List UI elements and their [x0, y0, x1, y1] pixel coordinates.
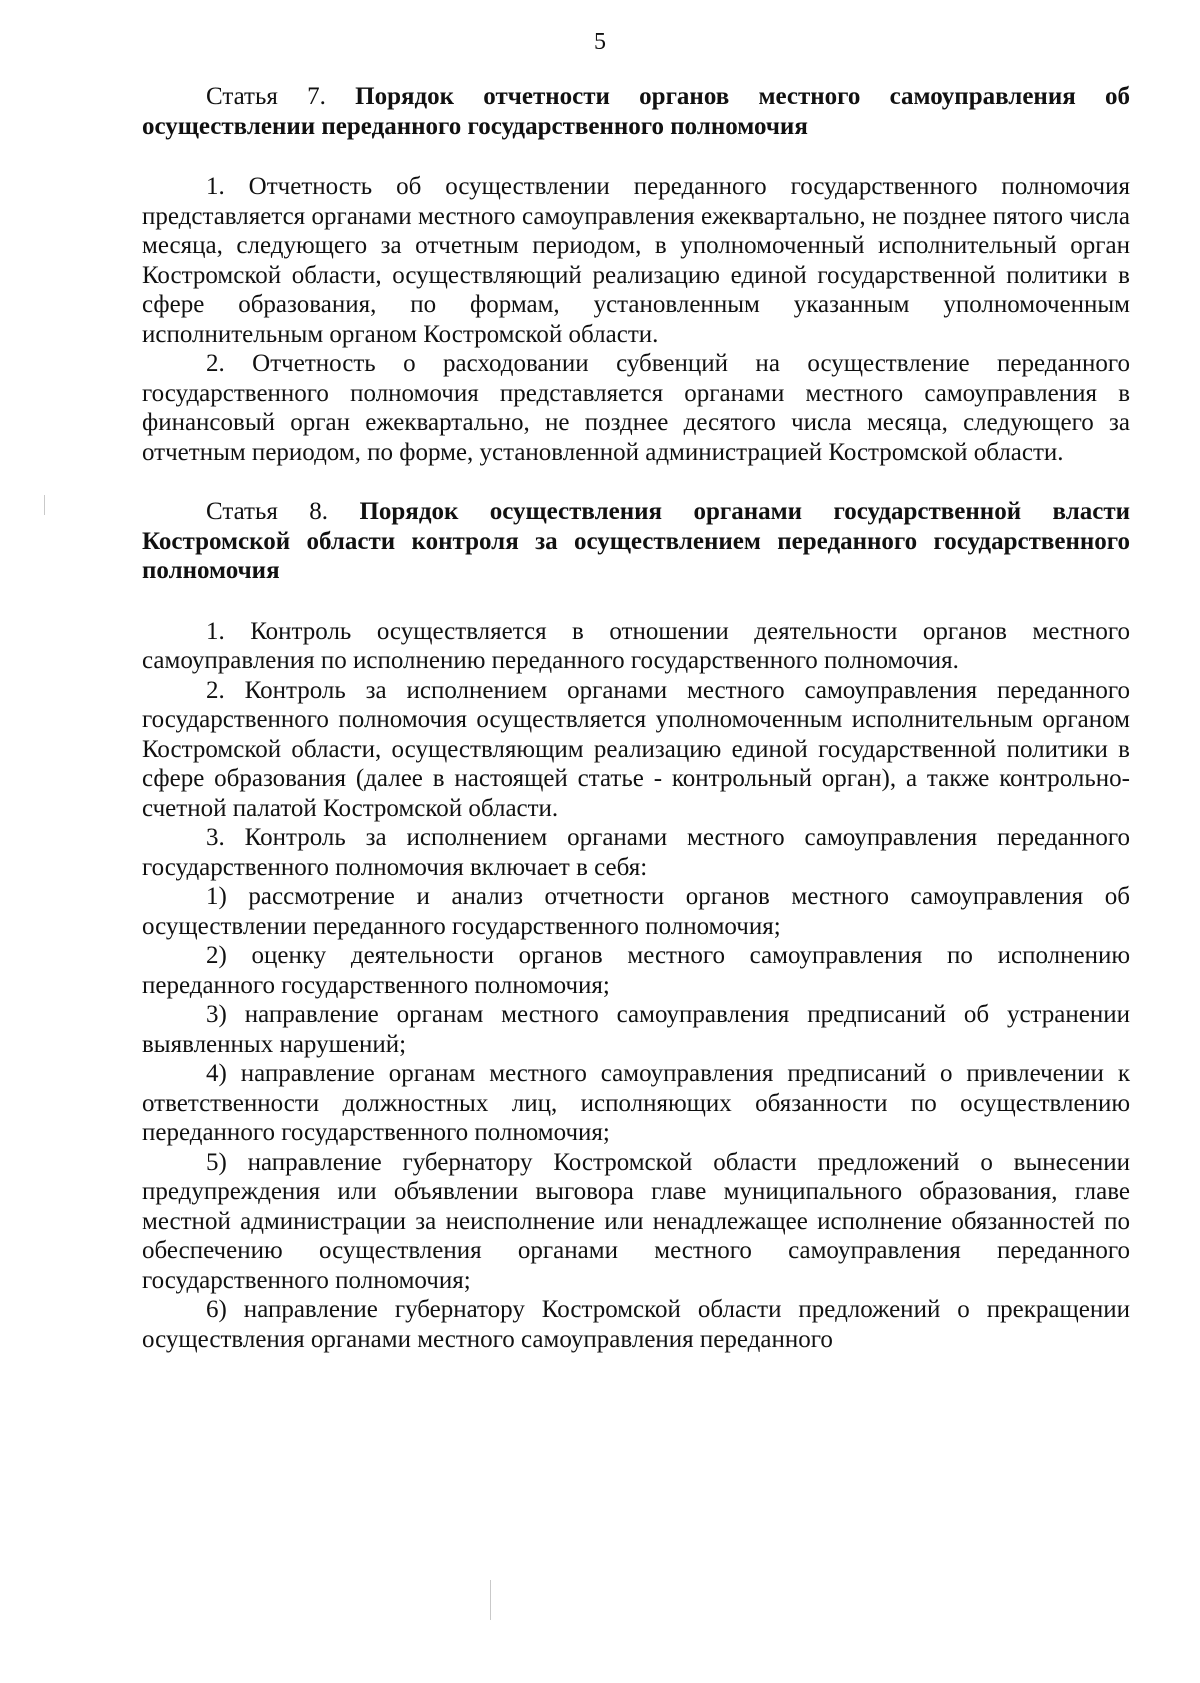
- spacer: [142, 467, 1130, 497]
- article-8-item-1: 1) рассмотрение и анализ отчетности органов местного самоуправления об осуществлении переданного государственного полномочия;: [142, 883, 1130, 940]
- scan-artifact: [44, 495, 45, 515]
- article-7-label: Статья 7.: [206, 83, 326, 110]
- article-8-item-2: 2) оценку деятельности органов местного самоуправления по исполнению переданного государственного полномочия;: [142, 942, 1130, 999]
- article-7-paragraph-2: 2. Отчетность о расходовании субвенций на осуществление переданного государственного полномочия представляется органами местного самоуправления в финансовый орган ежеквартально, не позднее десятого числа месяца, следующего за отчетным периодом, по форме, установленной администрацией Костромской области.: [142, 350, 1130, 466]
- article-8-heading: [142, 497, 1130, 586]
- spacer: [142, 586, 1130, 617]
- article-7-heading: [142, 82, 1130, 141]
- document-body: [142, 82, 1130, 1354]
- scan-artifact: [490, 1580, 491, 1620]
- spacer: [142, 141, 1130, 172]
- article-7-title: Порядок отчетности органов местного самоуправления об осуществлении переданного государственного полномочия: [142, 83, 1130, 140]
- article-8-item-5: 5) направление губернатору Костромской области предложений о вынесении предупреждения или объявлении выговора главе муниципального образования, главе местной администрации за неисполнение или ненадлежащее исполнение обязанностей по обеспечению осуществления органами местного самоуправления переданного государственного полномочия;: [142, 1148, 1130, 1294]
- article-8-paragraph-3: 3. Контроль за исполнением органами местного самоуправления переданного государственного полномочия включает в себя:: [142, 824, 1130, 881]
- page-number: 5: [594, 29, 606, 55]
- article-8-label: Статья 8.: [206, 498, 329, 525]
- article-8-paragraph-2: 2. Контроль за исполнением органами местного самоуправления переданного государственного полномочия осуществляется уполномоченным исполнительным органом Костромской области, осуществляющим реализацию единой государственной политики в сфере образования (далее в настоящей статье - контрольный орган), а также контрольно-счетной палатой Костромской области.: [142, 676, 1130, 822]
- article-8-paragraph-1: 1. Контроль осуществляется в отношении деятельности органов местного самоуправления по исполнению переданного государственного полномочия.: [142, 617, 1130, 674]
- article-7-paragraph-1: 1. Отчетность об осуществлении переданного государственного полномочия представляется органами местного самоуправления ежеквартально, не позднее пятого числа месяца, следующего за отчетным периодом, в уполномоченный исполнительный орган Костромской области, осуществляющий реализацию единой государственной политики в сфере образования, по формам, установленным указанным уполномоченным исполнительным органом Костромской области.: [142, 173, 1130, 348]
- article-8-item-6: 6) направление губернатору Костромской области предложений о прекращении осуществления органами местного самоуправления переданного: [142, 1296, 1130, 1353]
- article-8-item-3: 3) направление органам местного самоуправления предписаний об устранении выявленных нарушений;: [142, 1001, 1130, 1058]
- article-8-item-4: 4) направление органам местного самоуправления предписаний о привлечении к ответственности должностных лиц, исполняющих обязанности по осуществлению переданного государственного полномочия;: [142, 1060, 1130, 1146]
- article-8-title: Порядок осуществления органами государственной власти Костромской области контроля за осуществлением переданного государственного полномочия: [142, 498, 1131, 584]
